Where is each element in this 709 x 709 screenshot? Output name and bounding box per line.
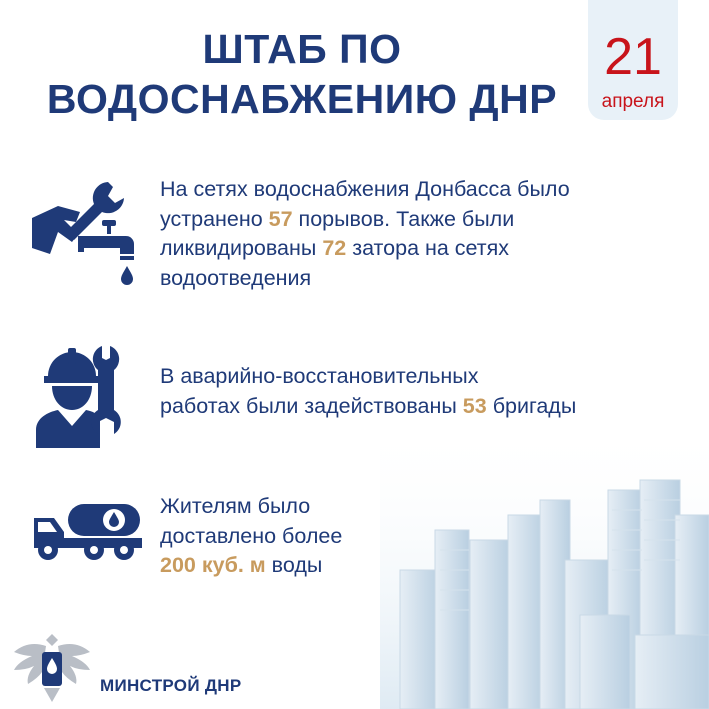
- item3-line1: Жителям было: [160, 494, 311, 518]
- date-month: апреля: [601, 91, 665, 112]
- item1-line3: ликвидированы 72 затора на сетях: [160, 236, 510, 260]
- item3-line2: доставлено более: [160, 523, 343, 548]
- worker-wrench-icon: [36, 342, 136, 448]
- org-name: МИНСТРОЙ ДНР: [100, 676, 242, 695]
- item1-line2: устранено 57 порывов. Также были: [160, 206, 515, 231]
- eagle-emblem-icon: [10, 628, 94, 704]
- water-truck-icon: [32, 500, 144, 562]
- leaks-count: 57: [268, 206, 293, 231]
- title-line-1: ШТАБ ПО: [202, 26, 402, 72]
- date-day: 21: [604, 28, 662, 86]
- blockages-count: 72: [322, 236, 347, 260]
- item1-line1: На сетях водоснабжения Донбасса было: [160, 177, 570, 201]
- brigades-count: 53: [462, 393, 487, 418]
- item2-line2: работах были задействованы 53 бригады: [160, 393, 577, 418]
- info-item-1: [160, 175, 570, 293]
- page-title: [22, 24, 582, 124]
- info-item-3: [160, 492, 342, 581]
- info-item-2: [160, 362, 576, 421]
- item3-line3: 200 куб. м воды: [160, 553, 323, 577]
- item2-line1: В аварийно-восстановительных: [160, 364, 479, 388]
- wrench-hand-faucet-icon: [30, 178, 145, 296]
- title-line-2: ВОДОСНАБЖЕНИЮ ДНР: [46, 76, 558, 122]
- water-volume: 200 куб. м: [160, 553, 266, 577]
- date-badge: [588, 0, 678, 120]
- city-skyline-image: [380, 420, 709, 709]
- item1-line4: водоотведения: [160, 265, 312, 290]
